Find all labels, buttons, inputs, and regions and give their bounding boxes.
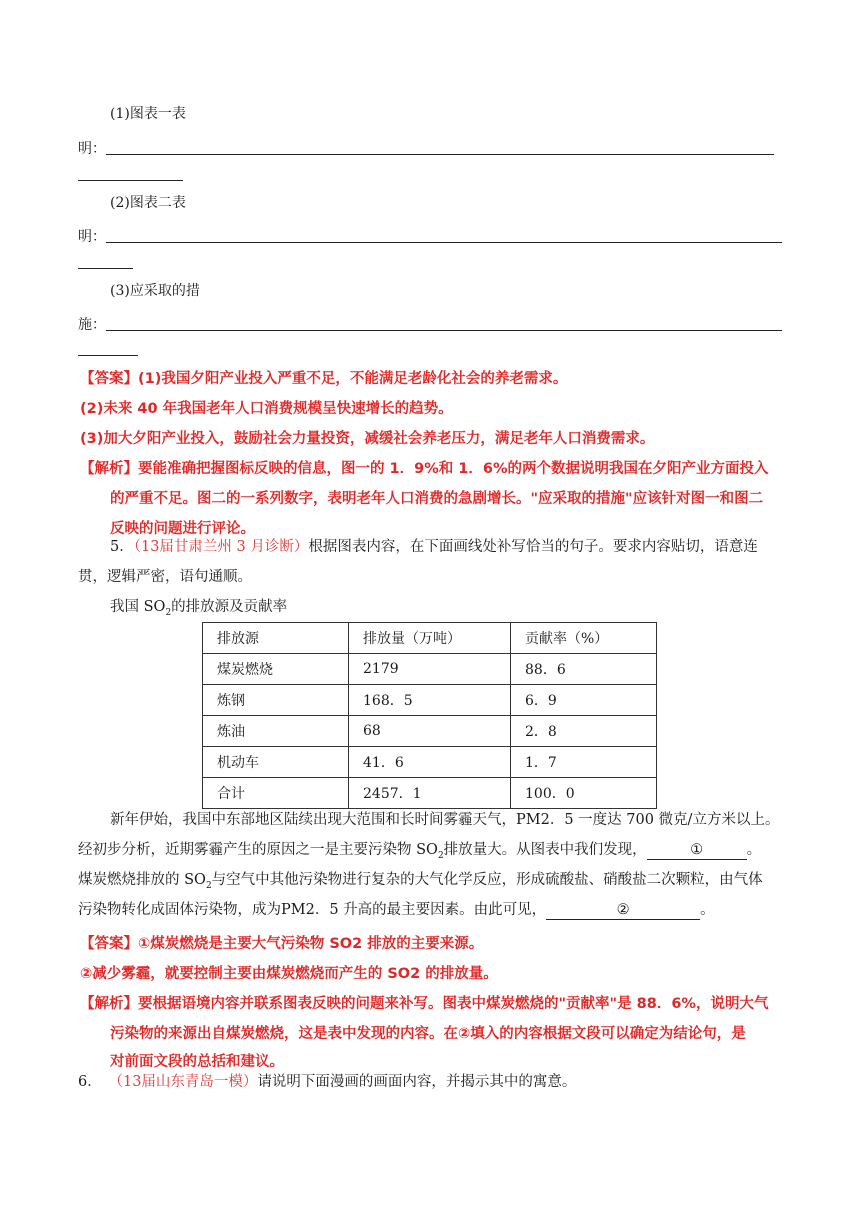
q5-source: （13届甘肃兰州 3 月诊断） [133, 539, 309, 555]
answer2-line1: 【答案】①煤炭燃烧是主要大气污染物 SO2 排放的主要来源。 [80, 936, 484, 952]
analysis2-line2: 污染物的来源出自煤炭燃烧，这是表中发现的内容。在②填入的内容根据文段可以确定为结论句，是 [110, 1026, 746, 1042]
item3-label: (3)应采取的措 [110, 283, 200, 299]
table-row [203, 778, 657, 809]
table-row [203, 685, 657, 716]
answer1-line2: (2)未来 40 年我国老年人口消费规模呈快速增长的趋势。 [80, 401, 453, 417]
table-header: 贡献率（%） [511, 623, 657, 654]
q6-prompt: 请说明下面漫画的画面内容，并揭示其中的寓意。 [257, 1074, 577, 1090]
answer1-line1: 【答案】(1)我国夕阳产业投入严重不足，不能满足老龄化社会的养老需求。 [80, 371, 568, 387]
table-header: 排放量（万吨） [349, 623, 511, 654]
table-header-row [203, 623, 657, 654]
table-cell: 2457．1 [349, 778, 511, 809]
analysis1-line2: 的严重不足。图二的一系列数字，表明老年人口消费的急剧增长。"应采取的措施"应该针对图一和图二 [110, 491, 764, 507]
item2-prefix: 明： [78, 229, 106, 245]
analysis1-line3: 反映的问题进行评论。 [110, 521, 255, 537]
table-cell: 100．0 [511, 778, 657, 809]
table-cell: 168．5 [349, 685, 511, 716]
table-cell: 1．7 [511, 747, 657, 778]
item3-rule [106, 330, 782, 331]
analysis2-line1: 【解析】要根据语境内容并联系图表反映的问题来补写。图表中煤炭燃烧的"贡献率"是 88．6%，说明大气 [80, 996, 769, 1012]
table-cell: 2179 [349, 654, 511, 685]
item1-label: (1)图表一表 [110, 106, 186, 122]
q5-prompt-a: 根据图表内容，在下面画线处补写恰当的句子。要求内容贴切，语意连 [308, 539, 758, 555]
table-row [203, 716, 657, 747]
answer2-line2: ②减少雾霾，就要控制主要由煤炭燃烧而产生的 SO2 的排放量。 [80, 966, 498, 982]
item2-label: (2)图表二表 [110, 195, 186, 211]
q5-paragraph-1: 新年伊始，我国中东部地区陆续出现大范围和长时间雾霾天气，PM2．5 一度达 700 微克/立方米以上。 [110, 812, 780, 828]
answer2-tag: 【答案】 [80, 936, 138, 952]
table-cell: 2．8 [511, 716, 657, 747]
table-caption: 我国 $SO_2$的排放源及贡献率 [110, 599, 288, 618]
q6-number: 6． [78, 1074, 102, 1090]
analysis1-tag: 【解析】 [80, 461, 138, 477]
item3-prefix: 施： [78, 317, 106, 333]
table-cell: 68 [349, 716, 511, 747]
table-cell: 机动车 [203, 747, 349, 778]
item1-prefix: 明： [78, 141, 106, 157]
item1-rule [106, 154, 774, 155]
answer1-line3: (3)加大夕阳产业投入，鼓励社会力量投资，减缓社会养老压力，满足老年人口消费需求。 [80, 431, 655, 447]
table-row [203, 654, 657, 685]
table-cell: 炼油 [203, 716, 349, 747]
q5-header [110, 535, 758, 556]
item1-rule-cont [78, 180, 183, 181]
table-cell: 煤炭燃烧 [203, 654, 349, 685]
emission-table [202, 622, 657, 809]
item1-answer-line[interactable] [78, 138, 774, 158]
analysis1-line1: 【解析】要能准确把握图标反映的信息，图一的 1．9%和 1．6%的两个数据说明我国在夕阳产业方面投入 [80, 461, 769, 477]
q5-prompt-b: 贯，逻辑严密，语句通顺。 [78, 569, 252, 585]
item2-rule-cont [78, 268, 133, 269]
table-cell: 合计 [203, 778, 349, 809]
analysis2-tag: 【解析】 [80, 996, 138, 1012]
table-cell: 6．9 [511, 685, 657, 716]
blank-2[interactable]: ② [546, 901, 700, 920]
item2-rule [106, 242, 782, 243]
q5-paragraph-4: 污染物转化成固体污染物，成为PM2．5 升高的最主要因素。由此可见， ② 。 [78, 902, 715, 918]
item3-answer-line[interactable] [78, 314, 782, 334]
q6-source: （13届山东青岛一模） [115, 1074, 258, 1090]
q5-paragraph-2: 经初步分析，近期雾霾产生的原因之一是主要污染物 $SO_2$排放量大。从图表中我们发现， ① 。 [78, 842, 762, 861]
analysis2-line3: 对前面文段的总括和建议。 [110, 1054, 284, 1070]
q5-number: 5． [110, 539, 134, 555]
table-row [203, 747, 657, 778]
table-cell: 41．6 [349, 747, 511, 778]
table-cell: 88．6 [511, 654, 657, 685]
answer1-tag: 【答案】 [80, 371, 138, 387]
item3-rule-cont [78, 355, 138, 356]
blank-1[interactable]: ① [647, 841, 747, 860]
q5-paragraph-3: 煤炭燃烧排放的 $SO_2$与空气中其他污染物进行复杂的大气化学反应，形成硫酸盐、硝酸盐二次颗粒，由气体 [78, 872, 763, 891]
q6-header [78, 1070, 576, 1091]
table-header: 排放源 [203, 623, 349, 654]
item2-answer-line[interactable] [78, 226, 782, 246]
table-cell: 炼钢 [203, 685, 349, 716]
